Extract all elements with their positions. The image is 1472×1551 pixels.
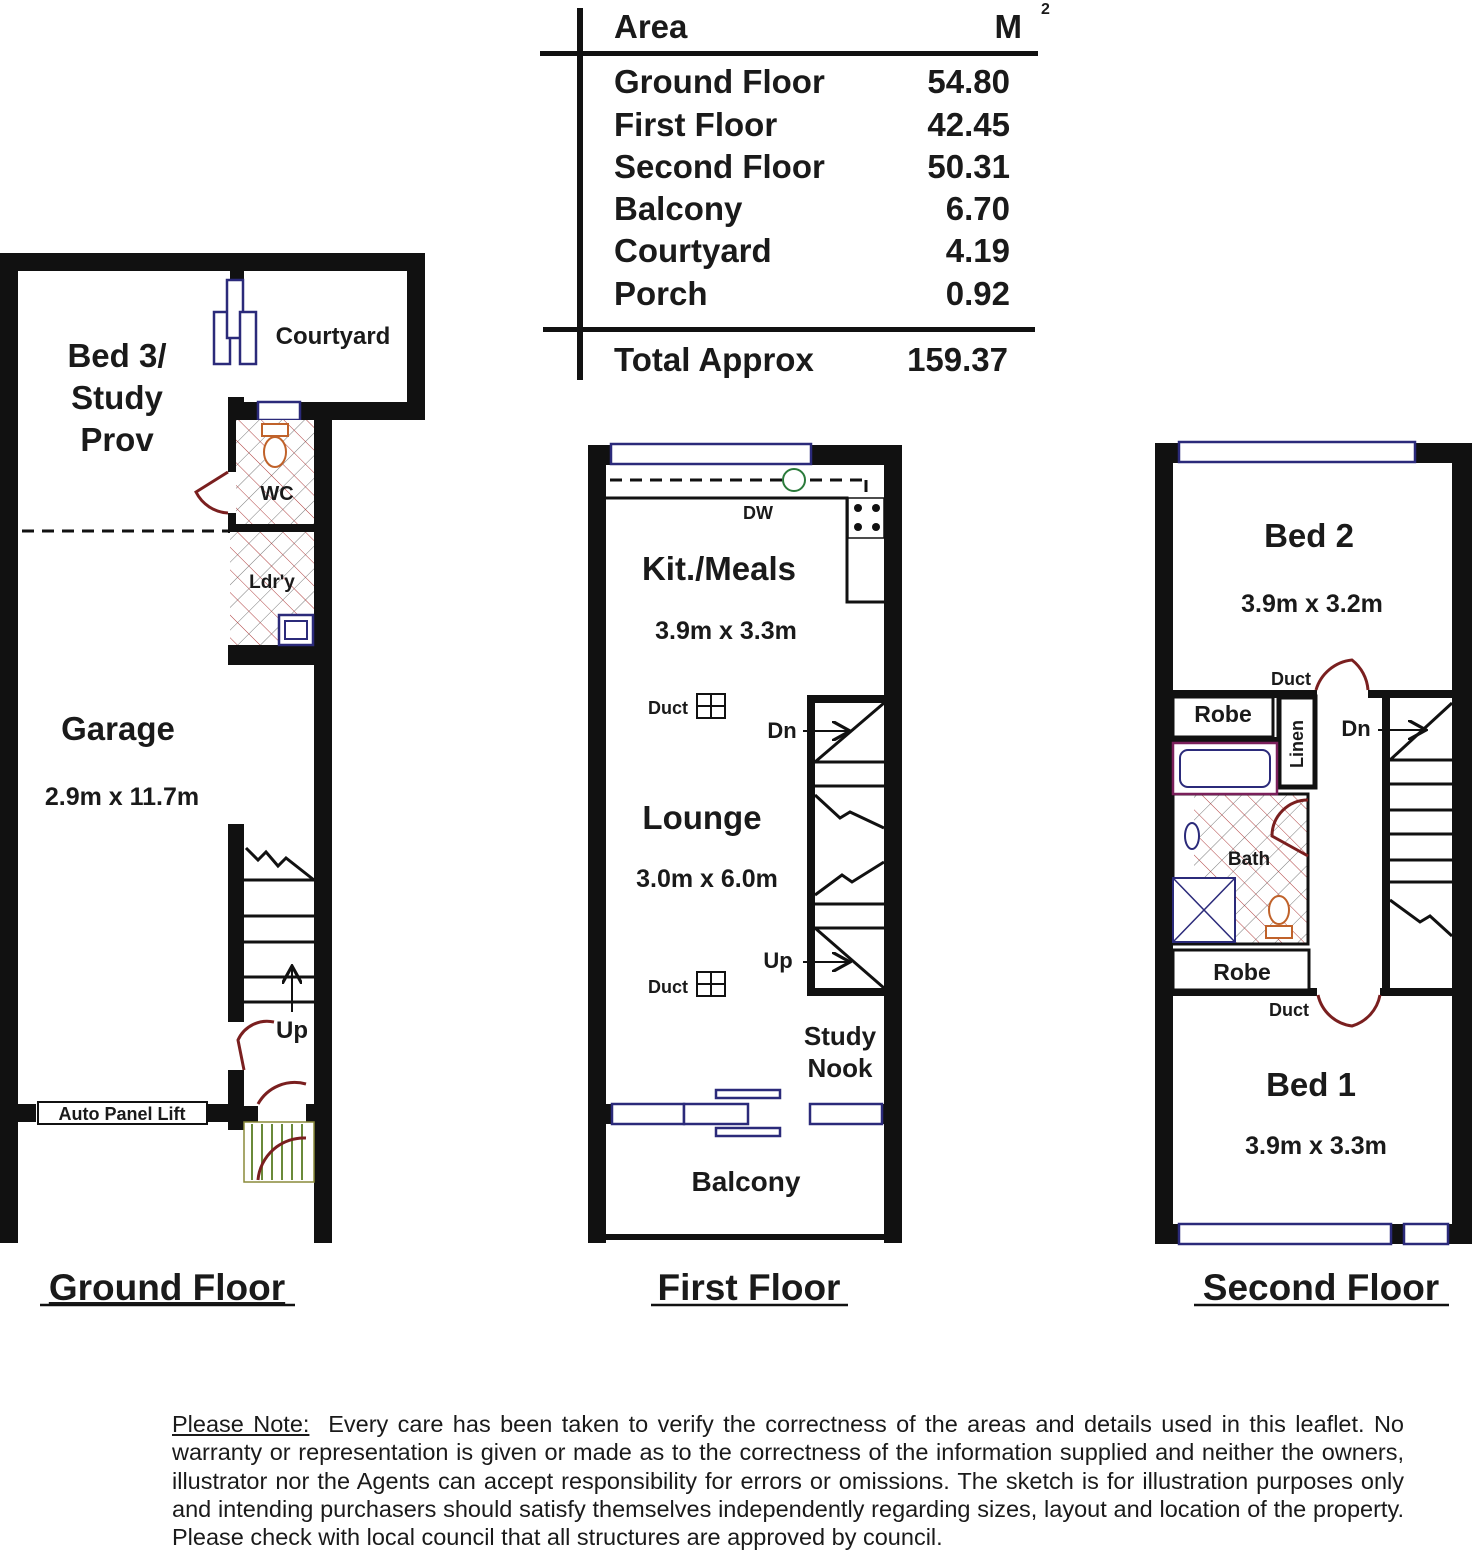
wall xyxy=(207,1104,231,1122)
ground-floor-title: Ground Floor xyxy=(48,1267,286,1308)
room-label-courtyard: Courtyard xyxy=(275,323,391,350)
table-vertical-rule xyxy=(577,8,583,380)
stairs-down-label: Dn xyxy=(1341,716,1371,741)
table-header-rule xyxy=(540,51,1038,56)
ground-floor-stairs xyxy=(244,848,314,1012)
room-label-study-nook: Nook xyxy=(807,1053,873,1083)
wall xyxy=(1155,443,1173,1243)
room-dims-bed2: 3.9m x 3.2m xyxy=(1241,590,1383,618)
table-row-label: Ground Floor xyxy=(614,63,825,100)
duct-label: Duct xyxy=(1269,1000,1309,1020)
window xyxy=(1179,1224,1391,1244)
room-dims-lounge: 3.0m x 6.0m xyxy=(636,865,778,893)
room-label-bed2: Bed 2 xyxy=(1264,517,1354,554)
first-floor-stairs xyxy=(803,695,887,996)
second-floor-plan xyxy=(1155,442,1472,1244)
wall xyxy=(0,253,425,271)
table-row-label: Second Floor xyxy=(614,148,825,185)
second-floor-title: Second Floor xyxy=(1202,1267,1440,1308)
duct-label: Duct xyxy=(648,698,688,718)
wall xyxy=(228,524,318,532)
sliding-door xyxy=(684,1104,748,1124)
wall xyxy=(230,270,244,280)
table-row-value: 42.45 xyxy=(927,106,1010,143)
sliding-door xyxy=(240,312,256,364)
wall xyxy=(588,1104,614,1124)
wall xyxy=(1452,443,1472,1243)
porch-decking xyxy=(244,1122,314,1182)
table-row-value: 0.92 xyxy=(945,275,1010,312)
sliding-door xyxy=(612,1104,684,1124)
disclaimer-heading: Please Note: xyxy=(172,1411,310,1437)
room-label-study: Study xyxy=(803,1021,877,1051)
first-floor-title: First Floor xyxy=(657,1267,841,1308)
sliding-door xyxy=(716,1090,780,1098)
table-row-value: 54.80 xyxy=(927,63,1010,100)
room-dims-kitchen: 3.9m x 3.3m xyxy=(655,617,797,645)
room-label-robe-top: Robe xyxy=(1194,701,1252,727)
wall xyxy=(1368,690,1454,698)
stairs-up-label: Up xyxy=(276,1017,308,1044)
wall xyxy=(0,1104,36,1122)
wall xyxy=(306,1104,332,1122)
cooktop-icon xyxy=(848,498,884,538)
floor-titles xyxy=(40,1267,1449,1308)
table-total-rule xyxy=(543,327,1035,332)
duct-label: Duct xyxy=(648,977,688,997)
wall xyxy=(228,645,318,665)
table-row-label: Courtyard xyxy=(614,232,772,269)
window xyxy=(258,402,300,420)
toilet-icon xyxy=(262,424,288,467)
ground-floor-plan xyxy=(0,253,425,1243)
table-header-label: Area xyxy=(614,8,688,45)
wall xyxy=(0,253,18,1243)
duct-label: Duct xyxy=(1271,669,1311,689)
table-row-label: First Floor xyxy=(614,106,778,143)
basin-icon xyxy=(1185,823,1199,849)
room-label-laundry: Ldr'y xyxy=(249,572,295,593)
area-table xyxy=(540,1,1050,380)
room-label-bed3: Bed 3/ xyxy=(67,337,167,374)
wall xyxy=(407,253,425,420)
table-row-label: Porch xyxy=(614,275,708,312)
window xyxy=(1179,442,1415,462)
wall xyxy=(228,1106,258,1122)
toilet-icon xyxy=(1266,896,1292,938)
room-label-bed3-study: Study xyxy=(71,379,163,416)
entry-door xyxy=(258,1082,306,1104)
stairs-up-label: Up xyxy=(763,948,793,973)
table-row-label: Balcony xyxy=(614,190,743,227)
room-label-bed1: Bed 1 xyxy=(1266,1066,1356,1103)
duct-icon xyxy=(697,694,725,718)
garage-door xyxy=(238,1021,274,1070)
duct-icon xyxy=(697,972,725,996)
first-floor-plan xyxy=(588,444,902,1243)
room-label-garage: Garage xyxy=(61,710,175,747)
room-label-bath: Bath xyxy=(1227,849,1271,870)
room-label-robe-bottom: Robe xyxy=(1213,959,1271,985)
wc-door xyxy=(196,472,228,513)
room-dims-garage: 2.9m x 11.7m xyxy=(44,783,200,811)
room-label-bed3-prov: Prov xyxy=(80,421,154,458)
auto-panel-lift-label: Auto Panel Lift xyxy=(58,1104,186,1124)
bed2-door xyxy=(1316,660,1368,690)
window xyxy=(611,444,811,464)
table-row-value: 6.70 xyxy=(945,190,1010,227)
table-total-label: Total Approx xyxy=(614,341,814,378)
room-label-balcony: Balcony xyxy=(691,1166,801,1197)
wall xyxy=(1380,988,1454,996)
room-dims-bed1: 3.9m x 3.3m xyxy=(1245,1132,1387,1160)
table-row-value: 4.19 xyxy=(945,232,1010,269)
room-label-linen: Linen xyxy=(1287,720,1307,768)
sliding-door xyxy=(810,1104,882,1124)
bed1-door xyxy=(1318,995,1380,1026)
window xyxy=(1404,1224,1448,1244)
table-total-value: 159.37 xyxy=(907,341,1008,378)
dishwasher-label: DW xyxy=(743,503,773,523)
second-floor-stairs xyxy=(1378,697,1452,989)
stairs-down-label: Dn xyxy=(767,718,797,743)
table-header-unit-superscript: 2 xyxy=(1041,1,1050,18)
laundry-tub-icon xyxy=(279,615,313,645)
room-label-wc: WC xyxy=(260,483,294,505)
sliding-door xyxy=(716,1128,780,1136)
table-row-value: 50.31 xyxy=(927,148,1010,185)
table-header-unit: M xyxy=(994,8,1022,45)
room-label-kitchen: Kit./Meals xyxy=(641,550,797,587)
room-label-lounge: Lounge xyxy=(642,799,762,836)
shower-icon xyxy=(1173,878,1235,942)
bathtub-icon xyxy=(1173,743,1277,794)
sink-icon xyxy=(783,469,805,491)
wall xyxy=(228,824,244,1022)
disclaimer xyxy=(172,1410,1404,1551)
disclaimer-text: Every care has been taken to verify the correctness of the areas and details used in this leaflet. No warranty or representation is given or made as to the correctness of the information supplied and neither the owners, illustrator nor the Agents can accept responsibility for errors or omissions. The sketch is for illustration purposes only and intending purchasers should satisfy themselves independently regarding sizes, layout and location of the property. Please check with local council that all structures are approved by council. xyxy=(172,1411,1404,1551)
